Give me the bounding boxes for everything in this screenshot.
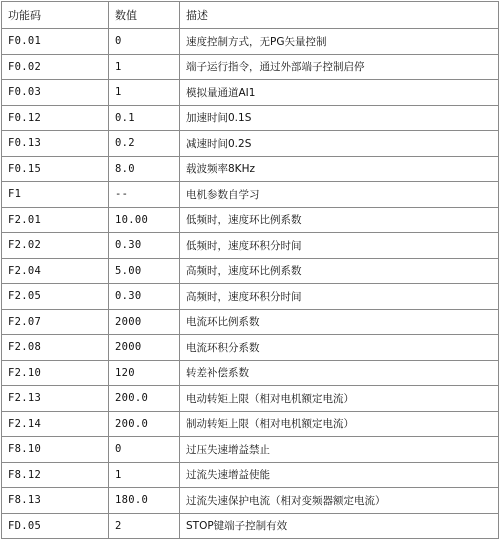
table-row: [2, 411, 499, 437]
value-cell: 5.00: [109, 258, 180, 284]
description-cell: 端子运行指令，通过外部端子控制启停: [180, 54, 499, 80]
value-cell: 180.0: [109, 488, 180, 514]
value-cell: 0.1: [109, 105, 180, 131]
description-cell: 高频时，速度环积分时间: [180, 284, 499, 310]
description-cell: 模拟量通道AI1: [180, 80, 499, 106]
description-cell: 载波频率8KHz: [180, 156, 499, 182]
table-row: [2, 233, 499, 259]
function-code-cell: F2.08: [2, 335, 109, 361]
value-cell: 0.30: [109, 284, 180, 310]
table-row: [2, 386, 499, 412]
description-cell: 电机参数自学习: [180, 182, 499, 208]
description-cell: 速度控制方式，无PG矢量控制: [180, 29, 499, 55]
table-row: [2, 513, 499, 539]
function-code-cell: F2.07: [2, 309, 109, 335]
value-cell: 200.0: [109, 411, 180, 437]
value-cell: 0: [109, 437, 180, 463]
table-row: [2, 29, 499, 55]
description-cell: 加速时间0.1S: [180, 105, 499, 131]
description-cell: 减速时间0.2S: [180, 131, 499, 157]
function-code-cell: FD.05: [2, 513, 109, 539]
description-cell: STOP键端子控制有效: [180, 513, 499, 539]
description-cell: 高频时，速度环比例系数: [180, 258, 499, 284]
table-row: [2, 54, 499, 80]
function-code-cell: F8.10: [2, 437, 109, 463]
function-code-cell: F0.03: [2, 80, 109, 106]
value-cell: 0: [109, 29, 180, 55]
table-row: [2, 131, 499, 157]
table-row: [2, 80, 499, 106]
description-cell: 电动转矩上限（相对电机额定电流）: [180, 386, 499, 412]
value-cell: --: [109, 182, 180, 208]
table-row: [2, 462, 499, 488]
value-cell: 2000: [109, 309, 180, 335]
table-row: [2, 309, 499, 335]
description-cell: 过流失速保护电流（相对变频器额定电流）: [180, 488, 499, 514]
value-cell: 1: [109, 80, 180, 106]
table-row: [2, 207, 499, 233]
function-code-cell: F8.13: [2, 488, 109, 514]
function-code-cell: F1: [2, 182, 109, 208]
function-code-cell: F0.12: [2, 105, 109, 131]
table-row: [2, 488, 499, 514]
parameter-table: [1, 1, 499, 539]
description-cell: 过流失速增益使能: [180, 462, 499, 488]
value-cell: 2000: [109, 335, 180, 361]
table-row: [2, 182, 499, 208]
description-cell: 低频时，速度环比例系数: [180, 207, 499, 233]
function-code-cell: F0.15: [2, 156, 109, 182]
function-code-cell: F0.01: [2, 29, 109, 55]
table-row: [2, 105, 499, 131]
description-cell: 低频时，速度环积分时间: [180, 233, 499, 259]
value-cell: 0.2: [109, 131, 180, 157]
table-row: [2, 284, 499, 310]
value-cell: 2: [109, 513, 180, 539]
function-code-cell: F0.02: [2, 54, 109, 80]
function-code-cell: F2.14: [2, 411, 109, 437]
header-row: [2, 2, 499, 29]
table-row: [2, 156, 499, 182]
header-value: 数值: [109, 2, 180, 29]
table-row: [2, 437, 499, 463]
value-cell: 1: [109, 54, 180, 80]
function-code-cell: F2.10: [2, 360, 109, 386]
table-row: [2, 360, 499, 386]
value-cell: 10.00: [109, 207, 180, 233]
header-function-code: 功能码: [2, 2, 109, 29]
function-code-cell: F8.12: [2, 462, 109, 488]
table-row: [2, 258, 499, 284]
value-cell: 0.30: [109, 233, 180, 259]
table-row: [2, 335, 499, 361]
function-code-cell: F2.05: [2, 284, 109, 310]
value-cell: 1: [109, 462, 180, 488]
function-code-cell: F2.01: [2, 207, 109, 233]
function-code-cell: F2.13: [2, 386, 109, 412]
function-code-cell: F2.04: [2, 258, 109, 284]
description-cell: 过压失速增益禁止: [180, 437, 499, 463]
description-cell: 电流环比例系数: [180, 309, 499, 335]
description-cell: 制动转矩上限（相对电机额定电流）: [180, 411, 499, 437]
function-code-cell: F0.13: [2, 131, 109, 157]
value-cell: 200.0: [109, 386, 180, 412]
description-cell: 电流环积分系数: [180, 335, 499, 361]
value-cell: 120: [109, 360, 180, 386]
header-description: 描述: [180, 2, 499, 29]
description-cell: 转差补偿系数: [180, 360, 499, 386]
function-code-cell: F2.02: [2, 233, 109, 259]
value-cell: 8.0: [109, 156, 180, 182]
